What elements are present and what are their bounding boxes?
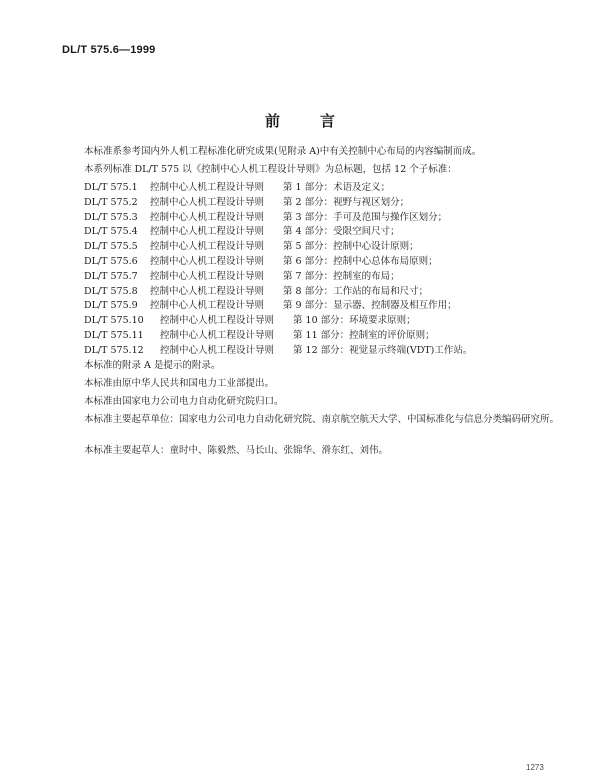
standard-item: [84, 211, 564, 226]
title-char-1: 前: [264, 112, 280, 130]
standard-part: 第 5 部分：控制中心设计原则；: [283, 241, 419, 253]
standard-item: [84, 181, 564, 196]
standard-item: [84, 255, 564, 270]
standard-part: 第 11 部分：控制室的评价原则；: [293, 329, 435, 341]
standard-name: 控制中心人机工程设计导则: [150, 300, 265, 312]
standard-item: [84, 299, 564, 314]
standard-number: DL/T 575.10: [84, 315, 144, 327]
standard-part: 第 4 部分：受限空间尺寸；: [283, 226, 400, 238]
standard-part: 第 10 部分：环境要求原则；: [293, 315, 416, 327]
standard-item: [84, 285, 564, 300]
standard-number: DL/T 575.11: [84, 329, 144, 341]
standard-part: 第 3 部分：手可及范围与操作区划分；: [283, 211, 448, 223]
page-number: 1273: [526, 763, 544, 772]
standard-part: 第 1 部分：术语及定义；: [283, 182, 391, 193]
note-proposed-by: 本标准由原中华人民共和国电力工业部提出。: [84, 378, 275, 389]
note-drafters: 本标准主要起草人：童时中、陈毅然、马长山、张锦华、滑东红、刘伟。: [84, 445, 389, 456]
standard-number: DL/T 575.1: [84, 182, 138, 193]
standard-part: 第 8 部分：工作站的布局和尺寸；: [283, 285, 429, 297]
page-title: [0, 110, 600, 131]
standard-number: DL/T 575.7: [84, 270, 138, 282]
standard-part: 第 9 部分：显示器、控制器及相互作用；: [283, 300, 457, 312]
standard-item: [84, 329, 564, 344]
standard-number: DL/T 575.2: [84, 196, 138, 208]
standard-name: 控制中心人机工程设计导则: [150, 182, 265, 193]
standard-name: 控制中心人机工程设计导则: [150, 196, 265, 208]
standard-name: 控制中心人机工程设计导则: [160, 344, 275, 356]
standard-item: [84, 225, 564, 240]
standard-number: DL/T 575.8: [84, 285, 138, 297]
standard-name: 控制中心人机工程设计导则: [160, 315, 275, 327]
standard-name: 控制中心人机工程设计导则: [150, 270, 265, 282]
standard-part: 第 6 部分：控制中心总体布局原则；: [283, 255, 438, 267]
standard-item: [84, 344, 564, 359]
standard-name: 控制中心人机工程设计导则: [150, 226, 265, 238]
note-appendix: 本标准的附录 A 是提示的附录。: [84, 360, 221, 371]
standards-list: [84, 181, 564, 359]
title-char-2: 言: [320, 112, 336, 130]
standard-item: [84, 240, 564, 255]
standard-item: [84, 196, 564, 211]
standard-item: [84, 314, 564, 329]
standard-number: DL/T 575.3: [84, 211, 138, 223]
note-centralized-by: 本标准由国家电力公司电力自动化研究院归口。: [84, 396, 284, 407]
standard-name: 控制中心人机工程设计导则: [150, 241, 265, 253]
standard-number: DL/T 575.12: [84, 344, 144, 356]
intro-paragraph-2: 本系列标准 DL/T 575 以《控制中心人机工程设计导则》为总标题，包括 12 个子标准：: [84, 164, 457, 175]
standard-name: 控制中心人机工程设计导则: [150, 255, 265, 267]
standard-number: DL/T 575.4: [84, 226, 138, 238]
standard-name: 控制中心人机工程设计导则: [150, 285, 265, 297]
standard-part: 第 7 部分：控制室的布局；: [283, 270, 400, 282]
standard-item: [84, 270, 564, 285]
standard-name: 控制中心人机工程设计导则: [150, 211, 265, 223]
standard-name: 控制中心人机工程设计导则: [160, 329, 275, 341]
standard-number: DL/T 575.6: [84, 255, 138, 267]
standard-number: DL/T 575.9: [84, 300, 138, 312]
standard-code-header: DL/T 575.6—1999: [62, 44, 156, 56]
note-drafting-units: 本标准主要起草单位：国家电力公司电力自动化研究院、南京航空航天大学、中国标准化与信息分类编码研究所。: [84, 414, 560, 425]
standard-part: 第 2 部分：视野与视区划分；: [283, 196, 410, 208]
standard-number: DL/T 575.5: [84, 241, 138, 253]
standard-part: 第 12 部分：视觉显示终端(VDT)工作站。: [293, 344, 473, 356]
intro-paragraph-1: 本标准系参考国内外人机工程标准化研究成果(见附录 A)中有关控制中心布局的内容编制而成。: [84, 146, 482, 157]
